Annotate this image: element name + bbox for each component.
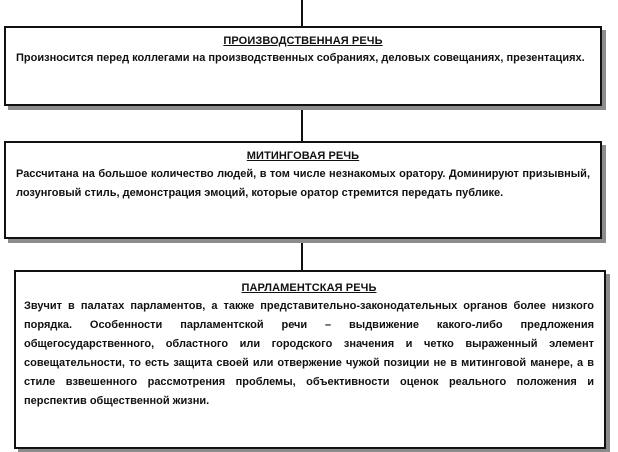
box-title: ПАРЛАМЕНТСКАЯ РЕЧЬ: [241, 282, 377, 294]
box-rally-speech: [4, 141, 602, 239]
box-text: Произносится перед коллегами на производственных собраниях, деловых совещаниях, презентациях.: [16, 52, 585, 64]
connector-line-2-3: [301, 239, 303, 270]
box-text: Звучит в палатах парламентов, а также представительно-законодательных органов более низкого порядка. Особенности парламентской речи – выдвижение какого-либо предложения общегосударственного, областного или городского значения и четко выраженный элемент совещательности, то есть защита своей или отвержение чужой позиции не в митинговой манере, а в стиле взвешенного рассмотрения проблемы, объективности оценок реального положения и перспектив общественной жизни.: [24, 300, 594, 407]
box-parliamentary-speech: [14, 270, 606, 449]
box-text: Рассчитана на большое количество людей, в том числе незнакомых оратору. Доминируют призывный, лозунговый стиль, демонстрация эмоций, которые оратор стремится передать публике.: [16, 168, 590, 199]
box-title: ПРОИЗВОДСТВЕННАЯ РЕЧЬ: [223, 35, 383, 47]
box-production-speech: [4, 26, 602, 106]
connector-line-1-2: [301, 106, 303, 141]
connector-line-top: [301, 0, 303, 26]
box-title: МИТИНГОВАЯ РЕЧЬ: [246, 150, 360, 162]
